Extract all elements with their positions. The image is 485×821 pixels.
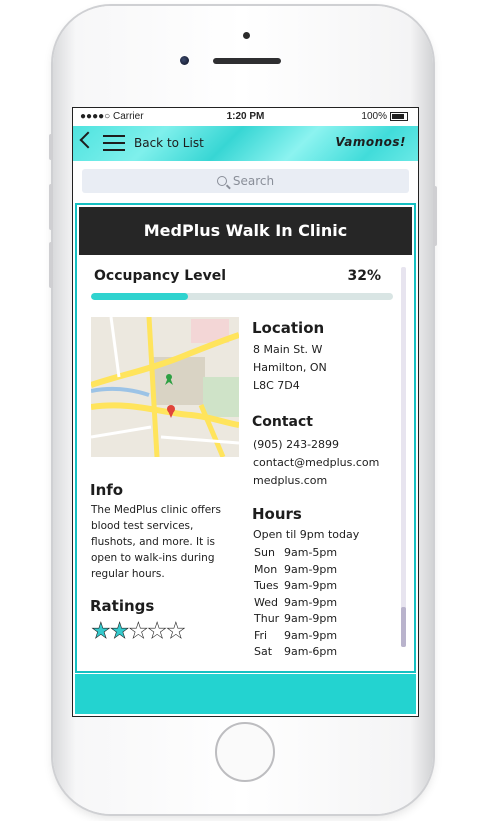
- star-filled-icon: ★: [109, 619, 129, 644]
- info-heading: Info: [90, 481, 124, 499]
- rating-stars: [91, 619, 185, 644]
- address-line-1: 8 Main St. W: [253, 343, 323, 356]
- volume-down-button: [49, 242, 53, 288]
- volume-up-button: [49, 184, 53, 230]
- brand-logo: Vamonos!: [335, 135, 406, 149]
- app-screen: [73, 108, 418, 716]
- info-text: The MedPlus clinic offers blood test services, flushots, and more. It is open to walk-ins during regular hours.: [91, 504, 221, 580]
- hours-row: Tues 9am-9pm: [254, 579, 338, 592]
- power-button: [433, 186, 437, 246]
- occupancy-bar-fill: [91, 293, 188, 300]
- hours-row: Thur 9am-9pm: [254, 612, 338, 625]
- status-bar: [73, 108, 418, 126]
- back-chevron-icon[interactable]: [80, 132, 97, 149]
- search-icon: [217, 176, 227, 186]
- home-button[interactable]: [215, 722, 275, 782]
- app-header: [73, 126, 418, 161]
- star-empty-icon: ★: [147, 619, 166, 644]
- carrier-label: ●●●●○ Carrier: [80, 111, 144, 122]
- star-filled-icon: ★: [91, 619, 110, 644]
- battery-percent: 100%: [361, 111, 387, 122]
- earpiece-speaker: [213, 58, 281, 64]
- contact-heading: Contact: [252, 414, 313, 430]
- occupancy-bar: [91, 293, 393, 300]
- map-graphic: [91, 317, 239, 457]
- back-to-list-link[interactable]: Back to List: [134, 136, 204, 150]
- battery-indicator: [361, 111, 408, 122]
- clinic-card: [75, 203, 416, 673]
- battery-icon: [390, 112, 408, 121]
- scrollbar[interactable]: [401, 267, 406, 647]
- clinic-title: MedPlus Walk In Clinic: [79, 207, 412, 255]
- map-thumbnail[interactable]: [91, 317, 239, 457]
- ratings-heading: Ratings: [90, 597, 155, 615]
- search-input[interactable]: [82, 169, 409, 193]
- mute-switch: [49, 134, 53, 160]
- occupancy-label: Occupancy Level: [94, 268, 227, 284]
- occupancy-percent: 32%: [347, 268, 381, 284]
- hours-row: Sun 9am-5pm: [254, 546, 338, 559]
- sensor-dot: [243, 32, 250, 39]
- hours-row: Wed 9am-9pm: [254, 595, 338, 609]
- open-today-text: Open til 9pm today: [253, 528, 360, 541]
- hours-heading: Hours: [252, 505, 302, 523]
- address-line-3: L8C 7D4: [253, 379, 300, 392]
- footer-bar: [75, 674, 416, 714]
- contact-website[interactable]: medplus.com: [253, 474, 328, 487]
- star-empty-icon: ★: [128, 619, 148, 644]
- menu-icon[interactable]: [103, 135, 125, 152]
- contact-phone[interactable]: (905) 243-2899: [253, 438, 340, 451]
- clock: 1:20 PM: [226, 111, 265, 122]
- camera-icon: [180, 56, 189, 65]
- hours-row: Sat 9am-6pm: [254, 645, 338, 658]
- hours-row: Fri 9am-9pm: [254, 628, 338, 642]
- hours-row: Mon 9am-9pm: [254, 562, 338, 576]
- address-line-2: Hamilton, ON: [253, 361, 327, 374]
- star-empty-icon: ★: [165, 619, 185, 644]
- contact-email[interactable]: contact@medplus.com: [253, 456, 380, 469]
- search-placeholder: Search: [232, 174, 275, 188]
- location-heading: Location: [252, 319, 325, 337]
